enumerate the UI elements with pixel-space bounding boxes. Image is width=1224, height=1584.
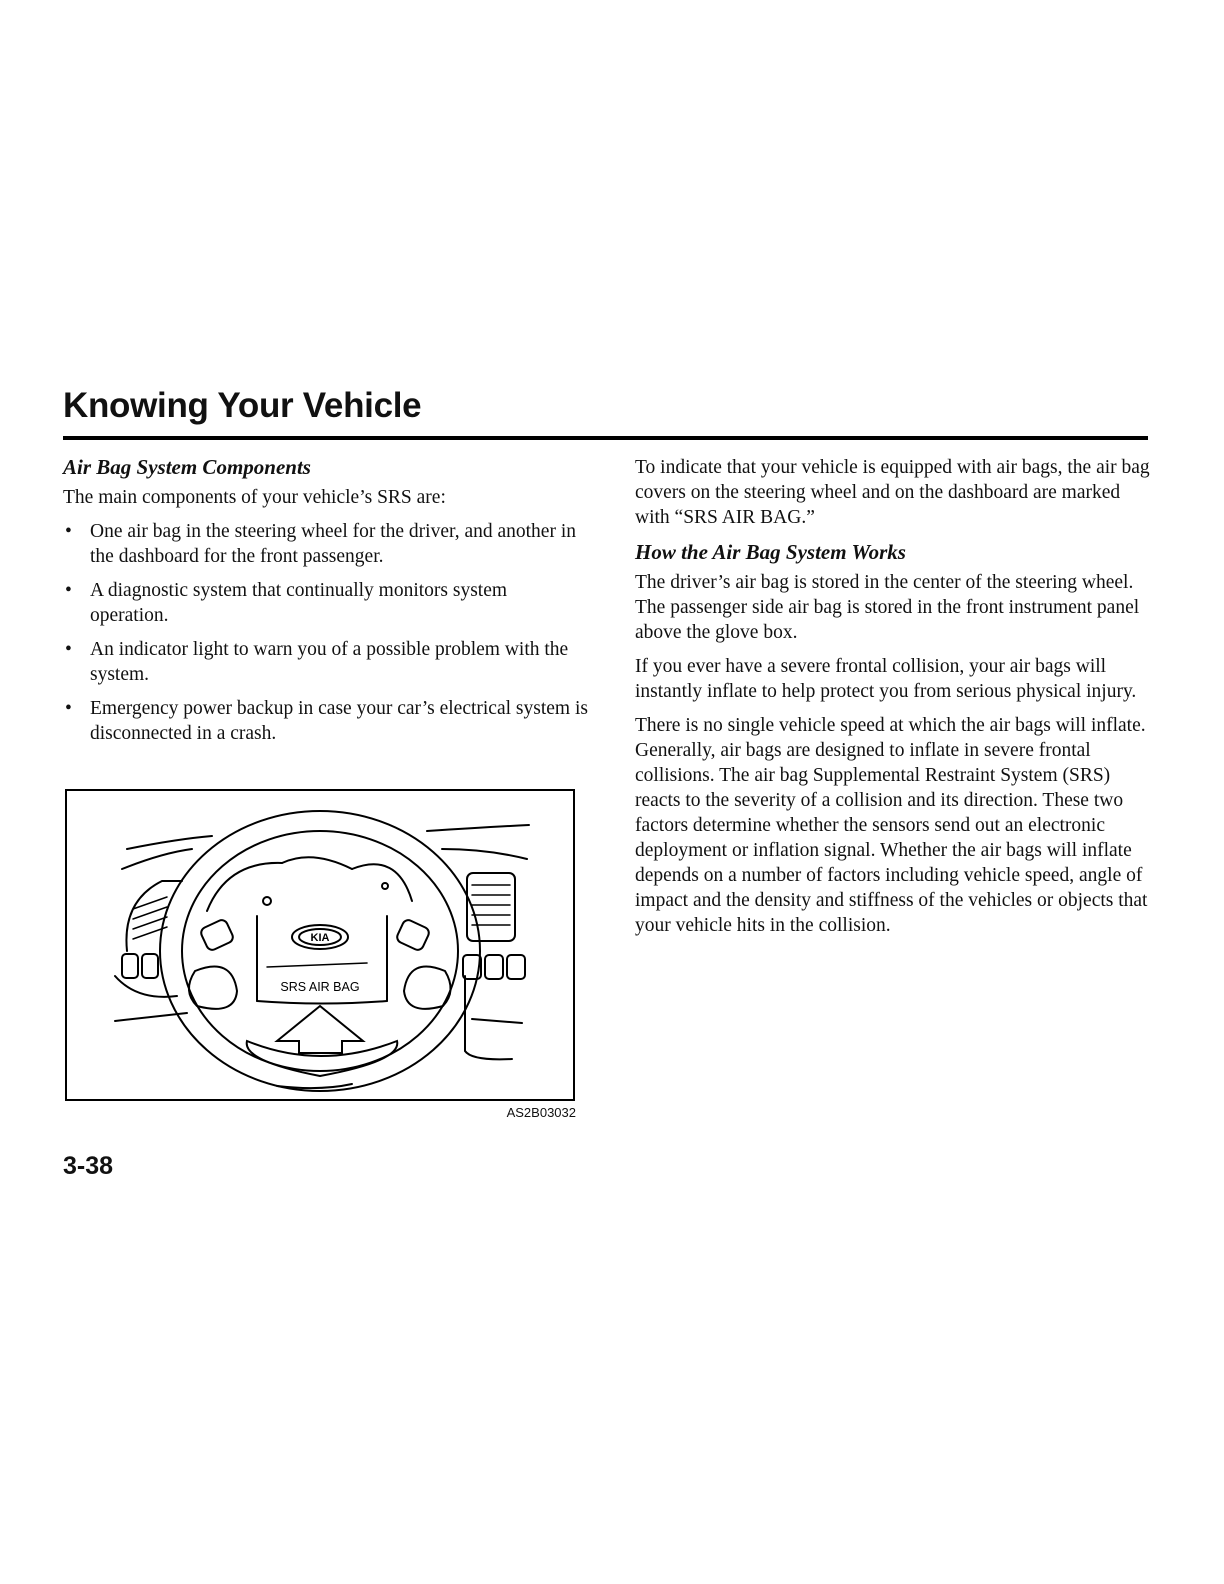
list-item-text: A diagnostic system that continually monitors system operation.: [90, 580, 508, 626]
list-item-text: Emergency power backup in case your car’s electrical system is disconnected in a crash.: [90, 698, 588, 744]
bullet-icon: •: [65, 639, 72, 660]
list-item-text: One air bag in the steering wheel for the driver, and another in the dashboard for the front passenger.: [90, 521, 576, 567]
left-column: [63, 455, 588, 755]
list-item: [63, 696, 588, 746]
paragraph: The driver’s air bag is stored in the center of the steering wheel. The passenger side air bag is stored in the front instrument panel above the glove box.: [635, 572, 1140, 643]
list-item: [63, 519, 588, 569]
list-item-text: An indicator light to warn you of a possible problem with the system.: [90, 639, 569, 685]
steering-wheel-figure: [65, 789, 575, 1101]
indicator-paragraph: To indicate that your vehicle is equipped with air bags, the air bag covers on the steering wheel and on the dashboard are marked with “SRS AIR BAG.”: [635, 457, 1150, 528]
bullet-icon: •: [65, 698, 72, 719]
components-list: [63, 519, 588, 746]
header-rule: [63, 436, 1148, 440]
section-heading-components: Air Bag System Components: [63, 455, 311, 479]
section-heading-how-it-works: How the Air Bag System Works: [635, 540, 906, 564]
kia-logo: KIA: [310, 932, 330, 944]
intro-paragraph: The main components of your vehicle’s SRS are:: [63, 487, 446, 508]
figure-code: AS2B03032: [506, 1105, 576, 1120]
list-item: [63, 578, 588, 628]
list-item: [63, 637, 588, 687]
paragraph: If you ever have a severe frontal collision, your air bags will instantly inflate to help protect you from serious physical injury.: [635, 656, 1137, 702]
srs-air-bag-label: SRS AIR BAG: [280, 980, 360, 994]
steering-wheel-illustration: [67, 791, 573, 1099]
right-column: [635, 455, 1150, 947]
bullet-icon: •: [65, 521, 72, 542]
page-title: Knowing Your Vehicle: [63, 386, 422, 425]
bullet-icon: •: [65, 580, 72, 601]
page-number: 3-38: [63, 1152, 114, 1180]
paragraph: There is no single vehicle speed at which the air bags will inflate. Generally, air bags are designed to inflate in severe frontal collisions. The air bag Supplemental Restraint System (SRS) reacts to the severity of a collision and its direction. These two factors determine whether the sensors send out an electronic deployment or inflation signal. Whether the air bags will inflate depends on a number of factors including vehicle speed, angle of impact and the density and stiffness of the vehicles or objects that your vehicle hits in the collision.: [635, 715, 1148, 936]
